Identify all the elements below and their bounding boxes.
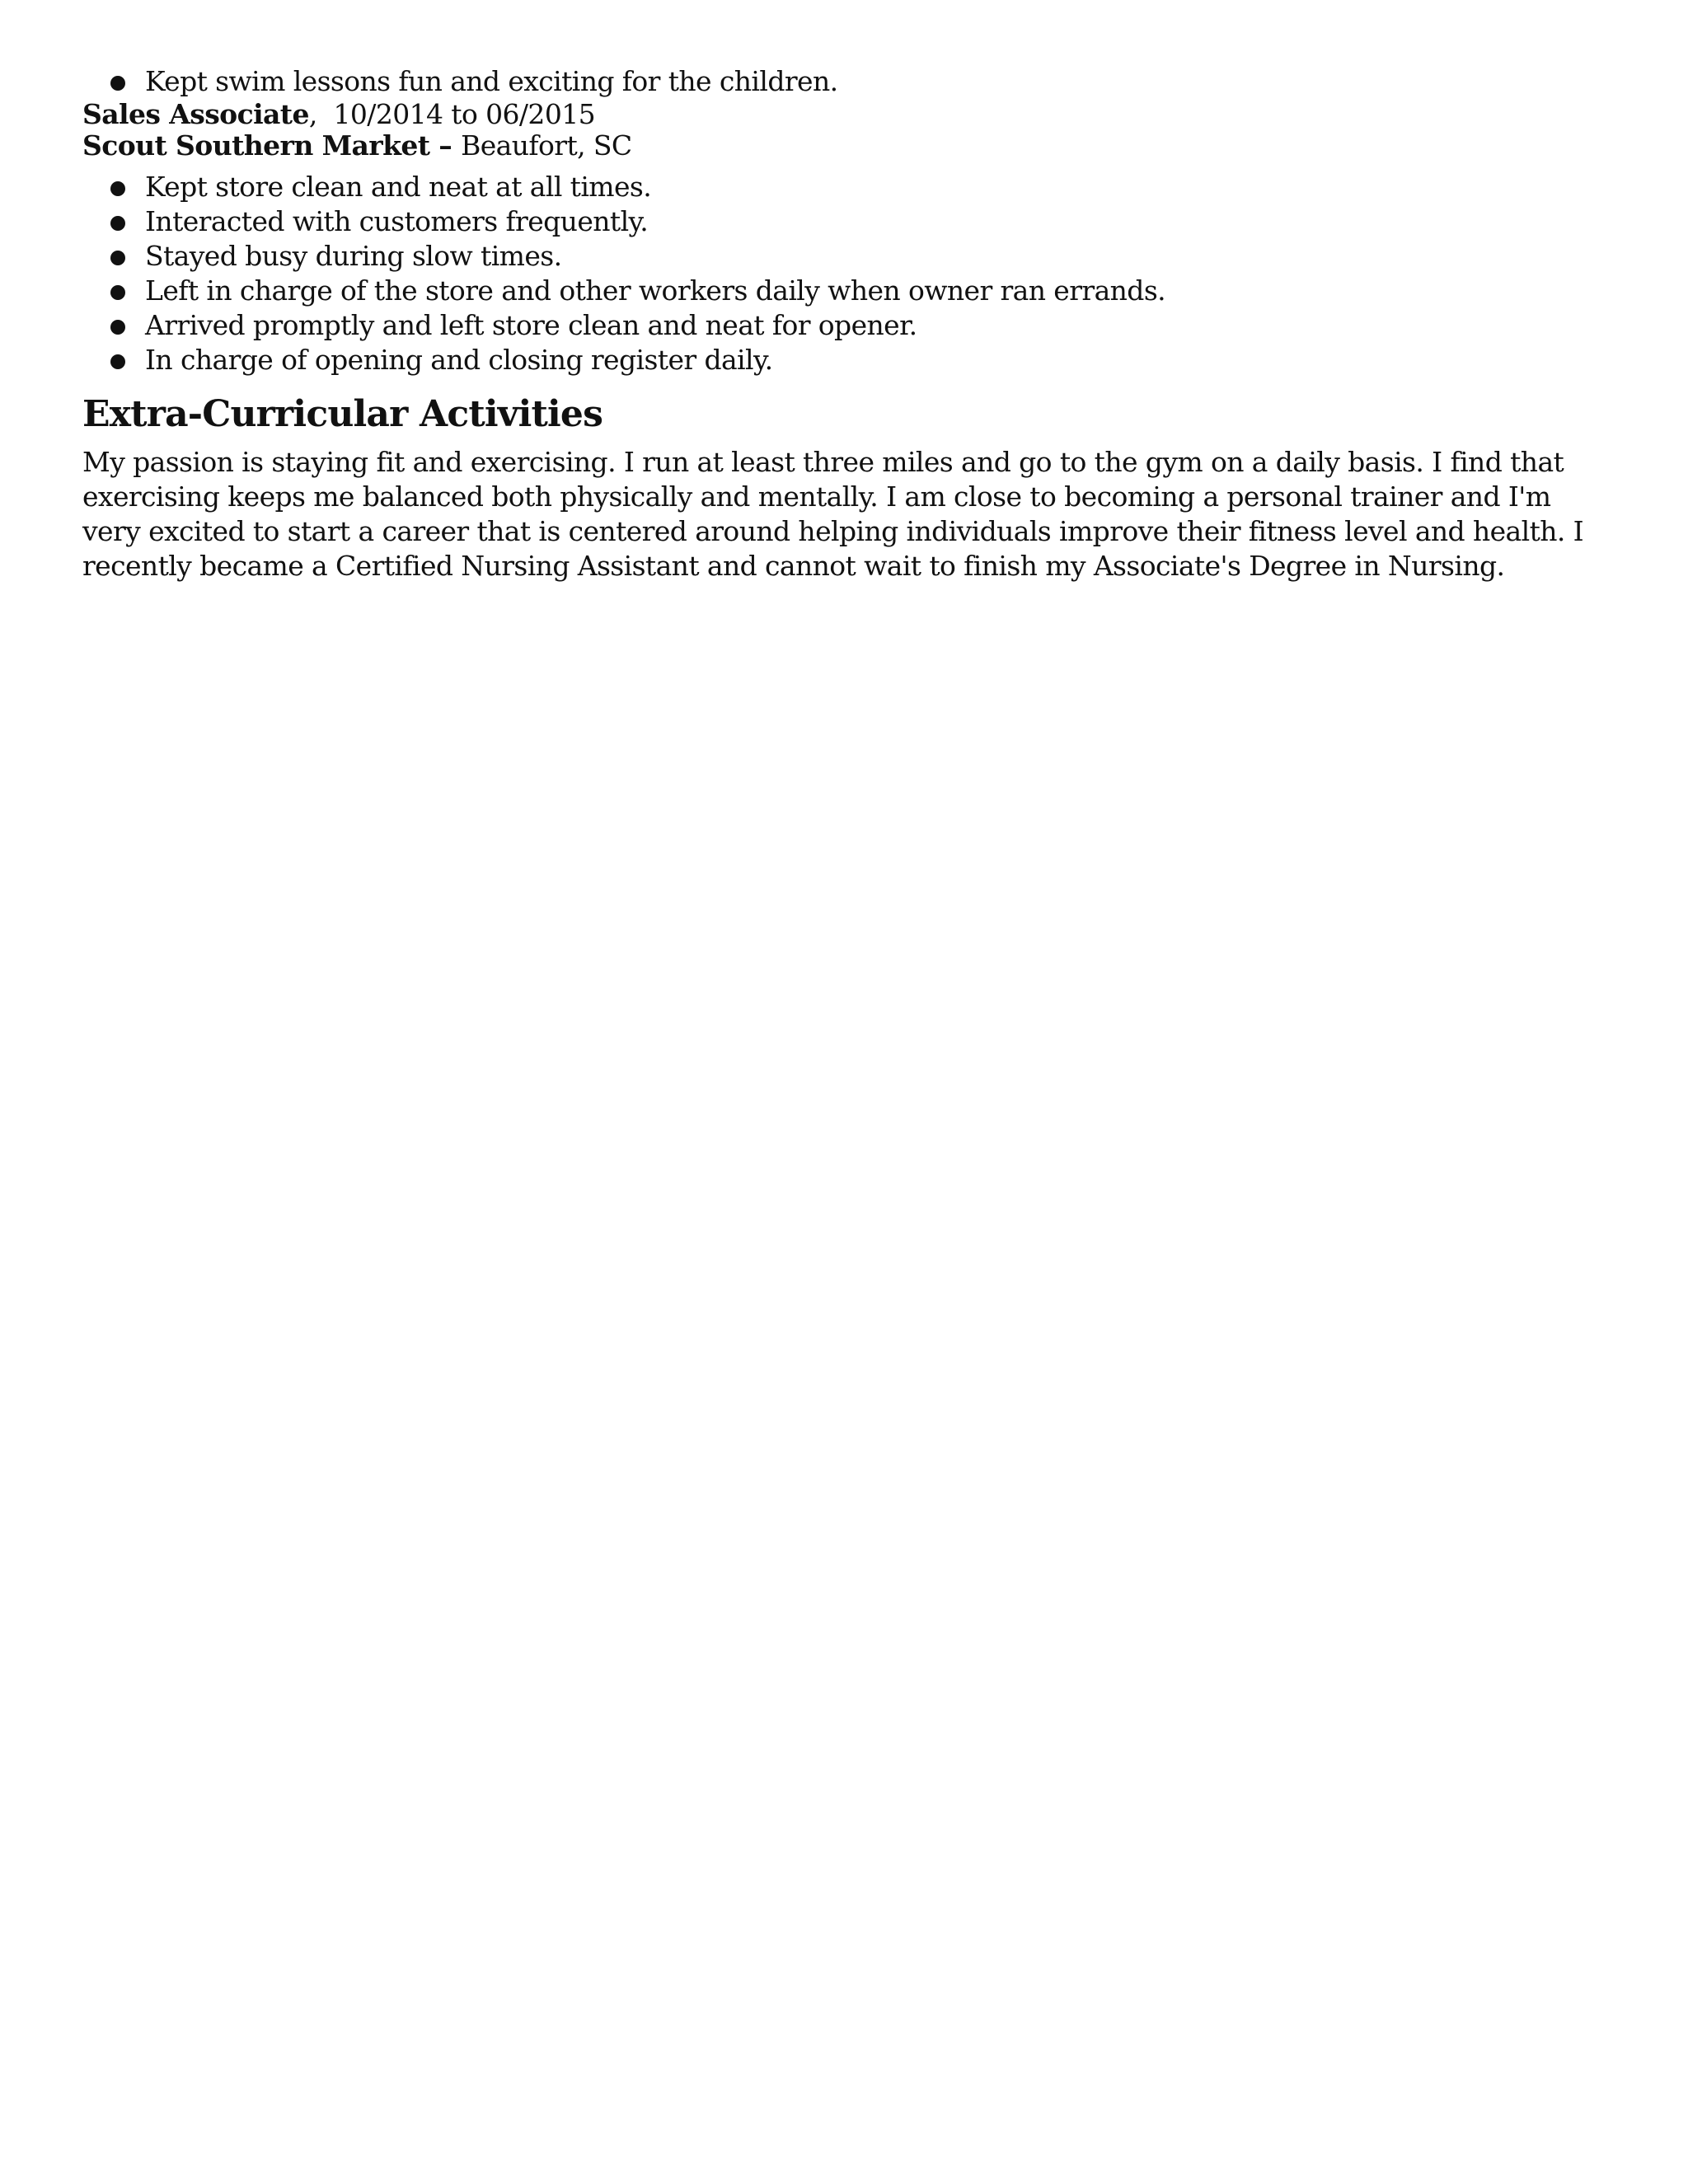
job-dates: 10/2014 to 06/2015 [333, 98, 596, 130]
bullet-text: Interacted with customers frequently. [145, 205, 649, 237]
list-item [82, 308, 1624, 343]
bullet-text: Kept swim lessons fun and exciting for the children. [145, 65, 838, 97]
bullet-text: Stayed busy during slow times. [145, 240, 562, 272]
bullet-text: In charge of opening and closing register daily. [145, 344, 773, 376]
bullet-text: Left in charge of the store and other workers daily when owner ran errands. [145, 274, 1166, 307]
list-item [82, 170, 1624, 204]
list-item [82, 274, 1624, 308]
list-item [82, 239, 1624, 274]
list-item [82, 343, 1624, 377]
list-item [82, 64, 1624, 99]
bullet-icon [110, 76, 125, 91]
bullet-text: Arrived promptly and left store clean and neat for opener. [145, 309, 917, 341]
job-header [82, 99, 1624, 162]
bullet-icon [110, 181, 125, 196]
employer-separator: – [429, 129, 462, 162]
bullet-icon [110, 251, 125, 265]
job-title-separator: , [308, 98, 317, 130]
bullet-icon [110, 354, 125, 369]
bullet-icon [110, 216, 125, 231]
bullet-icon [110, 285, 125, 300]
bullet-text: Kept store clean and neat at all times. [145, 171, 652, 203]
bullet-icon [110, 320, 125, 335]
resume-content [82, 64, 1624, 583]
employer-line [82, 130, 1624, 162]
section-heading-extracurricular: Extra-Curricular Activities [82, 393, 603, 435]
employer-location: Beaufort, SC [461, 129, 632, 162]
job-title-line [82, 99, 1624, 130]
list-item [82, 204, 1624, 239]
extracurricular-paragraph: My passion is staying fit and exercising. I run at least three miles and go to the gym on a daily basis. I find that exercising keeps me balanced both physically and mentally. I am close to becoming a personal trainer and I'm very excited to start a career that is centered around helping individuals improve their fitness level and health. I recently became a Certified Nursing Assistant and cannot wait to finish my Associate's Degree in Nursing. [82, 446, 1584, 582]
job-title: Sales Associate [82, 98, 309, 130]
job-bullet-list [82, 170, 1624, 377]
employer-name: Scout Southern Market [82, 129, 430, 162]
previous-job-bullet-list [82, 64, 1624, 99]
